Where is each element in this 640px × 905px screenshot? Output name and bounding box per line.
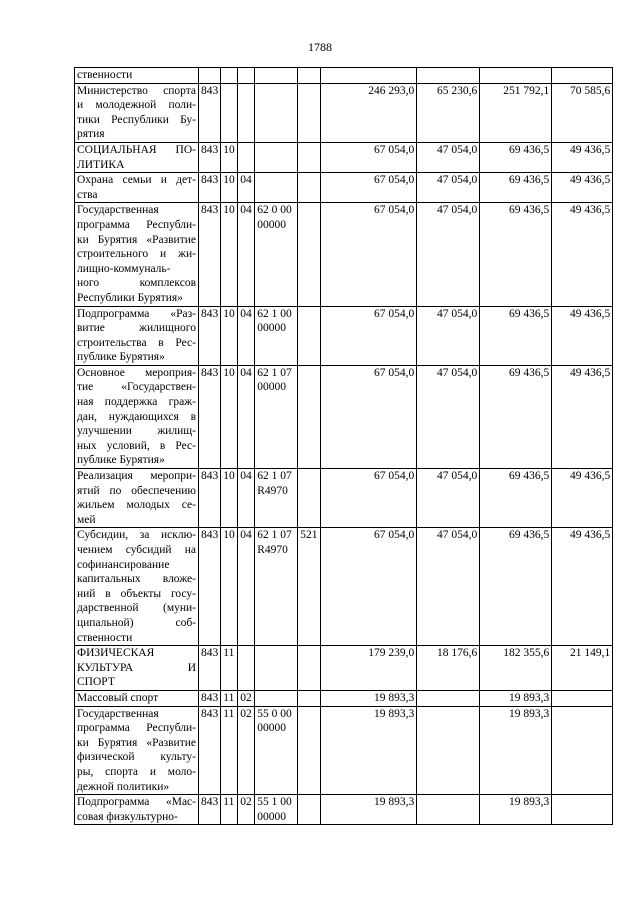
subsection-code-cell bbox=[238, 646, 255, 691]
item-name-line: ства bbox=[77, 188, 98, 201]
table-row bbox=[75, 528, 613, 646]
grbs-code-cell: 843 bbox=[199, 706, 221, 795]
amount-cell-1: 246 293,0 bbox=[321, 83, 417, 142]
target-article-code-cell bbox=[255, 795, 298, 825]
expense-type-code-cell bbox=[298, 706, 321, 795]
item-name-line: дарственной (муни- bbox=[77, 602, 196, 615]
amount-cell-3: 182 355,6 bbox=[480, 646, 552, 691]
item-name-line: ФИЗИЧЕСКАЯ bbox=[77, 647, 155, 660]
target-article-code-line: 00000 bbox=[257, 322, 286, 335]
item-name-line: программа Республи- bbox=[77, 722, 196, 735]
target-article-code-cell bbox=[255, 306, 298, 365]
amount-cell-2: 47 054,0 bbox=[417, 142, 480, 172]
target-article-code-cell bbox=[255, 706, 298, 795]
target-article-code-cell bbox=[255, 83, 298, 142]
amount-cell-3: 69 436,5 bbox=[480, 365, 552, 468]
amount-cell-1: 19 893,3 bbox=[321, 706, 417, 795]
item-name-line: дан, нуждающихся в bbox=[77, 410, 196, 423]
table-row bbox=[75, 365, 613, 468]
subsection-code-cell: 04 bbox=[238, 306, 255, 365]
grbs-code-cell: 843 bbox=[199, 690, 221, 706]
grbs-code-cell: 843 bbox=[199, 306, 221, 365]
target-article-code-line: 62 1 07 bbox=[257, 470, 292, 483]
amount-cell-2 bbox=[417, 68, 480, 84]
expense-type-code-cell bbox=[298, 795, 321, 825]
target-article-code-cell bbox=[255, 469, 298, 528]
amount-cell-4 bbox=[552, 68, 613, 84]
item-name-cell bbox=[75, 142, 199, 172]
amount-cell-3: 69 436,5 bbox=[480, 469, 552, 528]
item-name-line: ры, спорта и моло- bbox=[77, 765, 196, 778]
item-name-cell bbox=[75, 690, 199, 706]
subsection-code-cell: 02 bbox=[238, 706, 255, 795]
amount-cell-3: 69 436,5 bbox=[480, 528, 552, 646]
target-article-code-cell bbox=[255, 203, 298, 306]
item-name-line: ЛИТИКА bbox=[77, 158, 125, 171]
item-name-line: ного комплексов bbox=[77, 277, 196, 290]
target-article-code-cell bbox=[255, 646, 298, 691]
amount-cell-1: 67 054,0 bbox=[321, 203, 417, 306]
subsection-code-cell: 04 bbox=[238, 203, 255, 306]
table-row bbox=[75, 83, 613, 142]
amount-cell-3: 69 436,5 bbox=[480, 306, 552, 365]
subsection-code-cell bbox=[238, 68, 255, 84]
item-name-line: ки Бурятия «Развитие bbox=[77, 233, 196, 246]
amount-cell-4: 49 436,5 bbox=[552, 469, 613, 528]
item-name-line: СПОРТ bbox=[77, 676, 115, 689]
item-name-line: ная поддержка граж- bbox=[77, 396, 196, 409]
amount-cell-3: 19 893,3 bbox=[480, 706, 552, 795]
subsection-code-cell bbox=[238, 142, 255, 172]
grbs-code-cell: 843 bbox=[199, 795, 221, 825]
amount-cell-2 bbox=[417, 706, 480, 795]
target-article-code-line: 62 1 07 bbox=[257, 366, 292, 379]
amount-cell-2: 65 230,6 bbox=[417, 83, 480, 142]
section-code-cell: 10 bbox=[221, 528, 238, 646]
item-name-line: чением субсидий на bbox=[77, 544, 196, 556]
amount-cell-4: 49 436,5 bbox=[552, 528, 613, 646]
target-article-code-line: R4970 bbox=[257, 484, 288, 497]
item-name-line: Министерство спорта bbox=[77, 84, 196, 97]
amount-cell-3: 19 893,3 bbox=[480, 795, 552, 825]
amount-cell-4: 49 436,5 bbox=[552, 142, 613, 172]
item-name-line: рятия bbox=[77, 128, 105, 141]
target-article-code-cell bbox=[255, 142, 298, 172]
subsection-code-cell: 04 bbox=[238, 469, 255, 528]
item-name-line: публике Бурятия» bbox=[77, 454, 165, 467]
section-code-cell: 11 bbox=[221, 706, 238, 795]
item-name-line: ки Бурятия «Развитие bbox=[77, 736, 196, 749]
item-name-line: физической культу- bbox=[77, 751, 196, 764]
section-code-cell: 10 bbox=[221, 365, 238, 468]
amount-cell-4 bbox=[552, 690, 613, 706]
expense-type-code-cell bbox=[298, 142, 321, 172]
item-name-line: тики Республики Бу- bbox=[77, 113, 196, 126]
table-row bbox=[75, 306, 613, 365]
table-row bbox=[75, 203, 613, 306]
item-name-line: Реализация меропри- bbox=[77, 470, 196, 483]
expense-type-code-cell bbox=[298, 469, 321, 528]
target-article-code-line: 55 1 00 bbox=[257, 796, 292, 809]
amount-cell-1: 179 239,0 bbox=[321, 646, 417, 691]
target-article-code-line: 62 1 07 bbox=[257, 529, 292, 542]
grbs-code-cell: 843 bbox=[199, 528, 221, 646]
target-article-code-cell bbox=[255, 365, 298, 468]
item-name-cell bbox=[75, 646, 199, 691]
item-name-line: Охрана семьи и дет- bbox=[77, 174, 196, 187]
amount-cell-1: 67 054,0 bbox=[321, 173, 417, 203]
item-name-line: Субсидии, за исклю- bbox=[77, 529, 196, 542]
subsection-code-cell: 04 bbox=[238, 365, 255, 468]
subsection-code-cell: 04 bbox=[238, 528, 255, 646]
amount-cell-4: 49 436,5 bbox=[552, 203, 613, 306]
target-article-code-line: 62 1 00 bbox=[257, 307, 292, 320]
item-name-line: софинансирование bbox=[77, 558, 170, 571]
item-name-cell bbox=[75, 706, 199, 795]
target-article-code-line: 55 0 00 bbox=[257, 707, 292, 720]
item-name-line: мей bbox=[77, 513, 96, 526]
amount-cell-1: 67 054,0 bbox=[321, 365, 417, 468]
expense-type-code-cell bbox=[298, 306, 321, 365]
grbs-code-cell: 843 bbox=[199, 142, 221, 172]
section-code-cell bbox=[221, 83, 238, 142]
grbs-code-cell bbox=[199, 68, 221, 84]
section-code-cell bbox=[221, 68, 238, 84]
section-code-cell: 10 bbox=[221, 306, 238, 365]
item-name-line: Государственная bbox=[77, 707, 159, 720]
amount-cell-2: 47 054,0 bbox=[417, 469, 480, 528]
amount-cell-1: 19 893,3 bbox=[321, 795, 417, 825]
amount-cell-4 bbox=[552, 795, 613, 825]
expense-type-code-cell: 521 bbox=[298, 528, 321, 646]
item-name-cell bbox=[75, 173, 199, 203]
expense-type-code-cell bbox=[298, 173, 321, 203]
item-name-cell bbox=[75, 365, 199, 468]
item-name-line: совая физкультурно- bbox=[77, 810, 178, 823]
table-row bbox=[75, 68, 613, 84]
item-name-cell bbox=[75, 83, 199, 142]
subsection-code-cell bbox=[238, 83, 255, 142]
expense-type-code-cell bbox=[298, 365, 321, 468]
subsection-code-cell: 04 bbox=[238, 173, 255, 203]
item-name-line: тие «Государствен- bbox=[77, 381, 196, 394]
item-name-line: ятий по обеспечению bbox=[77, 484, 196, 497]
item-name-cell bbox=[75, 306, 199, 365]
subsection-code-cell: 02 bbox=[238, 795, 255, 825]
item-name-cell bbox=[75, 528, 199, 646]
item-name-line: строительного и жи- bbox=[77, 248, 196, 261]
page-number: 1788 bbox=[308, 40, 332, 54]
section-code-cell: 10 bbox=[221, 142, 238, 172]
table-row bbox=[75, 469, 613, 528]
amount-cell-1: 67 054,0 bbox=[321, 469, 417, 528]
grbs-code-cell: 843 bbox=[199, 646, 221, 691]
item-name-line: Основное мероприя- bbox=[77, 366, 196, 379]
item-name-line: дежной политики» bbox=[77, 780, 170, 793]
amount-cell-3: 69 436,5 bbox=[480, 203, 552, 306]
expense-type-code-cell bbox=[298, 690, 321, 706]
amount-cell-3 bbox=[480, 68, 552, 84]
grbs-code-cell: 843 bbox=[199, 173, 221, 203]
amount-cell-3: 69 436,5 bbox=[480, 173, 552, 203]
amount-cell-4 bbox=[552, 706, 613, 795]
item-name-line: витие жилищного bbox=[77, 322, 196, 335]
table-row bbox=[75, 795, 613, 825]
section-code-cell: 10 bbox=[221, 469, 238, 528]
amount-cell-1: 67 054,0 bbox=[321, 142, 417, 172]
item-name-cell bbox=[75, 795, 199, 825]
amount-cell-4: 49 436,5 bbox=[552, 365, 613, 468]
subsection-code-cell: 02 bbox=[238, 690, 255, 706]
item-name-cell bbox=[75, 469, 199, 528]
amount-cell-1: 67 054,0 bbox=[321, 306, 417, 365]
item-name-line: капитальных вложе- bbox=[77, 573, 196, 586]
section-code-cell: 11 bbox=[221, 795, 238, 825]
target-article-code-cell bbox=[255, 690, 298, 706]
target-article-code-line: 00000 bbox=[257, 810, 286, 823]
item-name-line: Массовый спорт bbox=[77, 691, 159, 704]
amount-cell-1: 67 054,0 bbox=[321, 528, 417, 646]
item-name-line: Подпрограмма «Раз- bbox=[77, 307, 196, 320]
item-name-line: ний в объекты госу- bbox=[77, 587, 196, 600]
table-row bbox=[75, 706, 613, 795]
target-article-code-line: R4970 bbox=[257, 544, 288, 556]
table-row bbox=[75, 690, 613, 706]
target-article-code-cell bbox=[255, 528, 298, 646]
amount-cell-4: 49 436,5 bbox=[552, 306, 613, 365]
expense-type-code-cell bbox=[298, 203, 321, 306]
item-name-line: Подпрограмма «Мас- bbox=[77, 796, 196, 809]
amount-cell-4: 21 149,1 bbox=[552, 646, 613, 691]
grbs-code-cell: 843 bbox=[199, 469, 221, 528]
item-name-line: публике Бурятия» bbox=[77, 351, 165, 364]
section-code-cell: 10 bbox=[221, 173, 238, 203]
expense-type-code-cell bbox=[298, 83, 321, 142]
section-code-cell: 10 bbox=[221, 203, 238, 306]
item-name-line: СОЦИАЛЬНАЯ ПО- bbox=[77, 143, 196, 156]
item-name-line: строительства в Рес- bbox=[77, 336, 196, 349]
amount-cell-2: 47 054,0 bbox=[417, 306, 480, 365]
target-article-code-line: 00000 bbox=[257, 381, 286, 394]
amount-cell-2: 18 176,6 bbox=[417, 646, 480, 691]
item-name-line: жильем молодых се- bbox=[77, 499, 196, 512]
section-code-cell: 11 bbox=[221, 646, 238, 691]
target-article-code-cell bbox=[255, 68, 298, 84]
item-name-line: Республики Бурятия» bbox=[77, 291, 183, 304]
amount-cell-3: 19 893,3 bbox=[480, 690, 552, 706]
amount-cell-2 bbox=[417, 690, 480, 706]
item-name-line: лищно-коммуналь- bbox=[77, 262, 171, 275]
expense-type-code-cell bbox=[298, 68, 321, 84]
target-article-code-cell bbox=[255, 173, 298, 203]
amount-cell-1: 19 893,3 bbox=[321, 690, 417, 706]
item-name-line: ственности bbox=[77, 69, 133, 81]
amount-cell-3: 69 436,5 bbox=[480, 142, 552, 172]
amount-cell-2: 47 054,0 bbox=[417, 528, 480, 646]
table-row bbox=[75, 173, 613, 203]
amount-cell-3: 251 792,1 bbox=[480, 83, 552, 142]
item-name-line: и молодежной поли- bbox=[77, 99, 196, 112]
budget-table bbox=[74, 67, 613, 825]
item-name-line: Государственная bbox=[77, 204, 159, 217]
item-name-cell bbox=[75, 203, 199, 306]
target-article-code-line: 00000 bbox=[257, 218, 286, 231]
item-name-cell bbox=[75, 68, 199, 84]
item-name-line: ных условий, в Рес- bbox=[77, 439, 196, 452]
amount-cell-2: 47 054,0 bbox=[417, 173, 480, 203]
amount-cell-4: 49 436,5 bbox=[552, 173, 613, 203]
amount-cell-2: 47 054,0 bbox=[417, 203, 480, 306]
table-row bbox=[75, 142, 613, 172]
amount-cell-2: 47 054,0 bbox=[417, 365, 480, 468]
amount-cell-4: 70 585,6 bbox=[552, 83, 613, 142]
grbs-code-cell: 843 bbox=[199, 365, 221, 468]
table-row bbox=[75, 646, 613, 691]
target-article-code-line: 62 0 00 bbox=[257, 204, 292, 217]
item-name-line: КУЛЬТУРА И bbox=[77, 661, 196, 674]
item-name-line: ципальной) соб- bbox=[77, 616, 196, 629]
amount-cell-2 bbox=[417, 795, 480, 825]
amount-cell-1 bbox=[321, 68, 417, 84]
expense-type-code-cell bbox=[298, 646, 321, 691]
grbs-code-cell: 843 bbox=[199, 203, 221, 306]
item-name-line: улучшении жилищ- bbox=[77, 425, 196, 438]
target-article-code-line: 00000 bbox=[257, 722, 286, 735]
item-name-line: ственности bbox=[77, 631, 133, 644]
section-code-cell: 11 bbox=[221, 690, 238, 706]
grbs-code-cell: 843 bbox=[199, 83, 221, 142]
item-name-line: программа Республи- bbox=[77, 218, 196, 231]
